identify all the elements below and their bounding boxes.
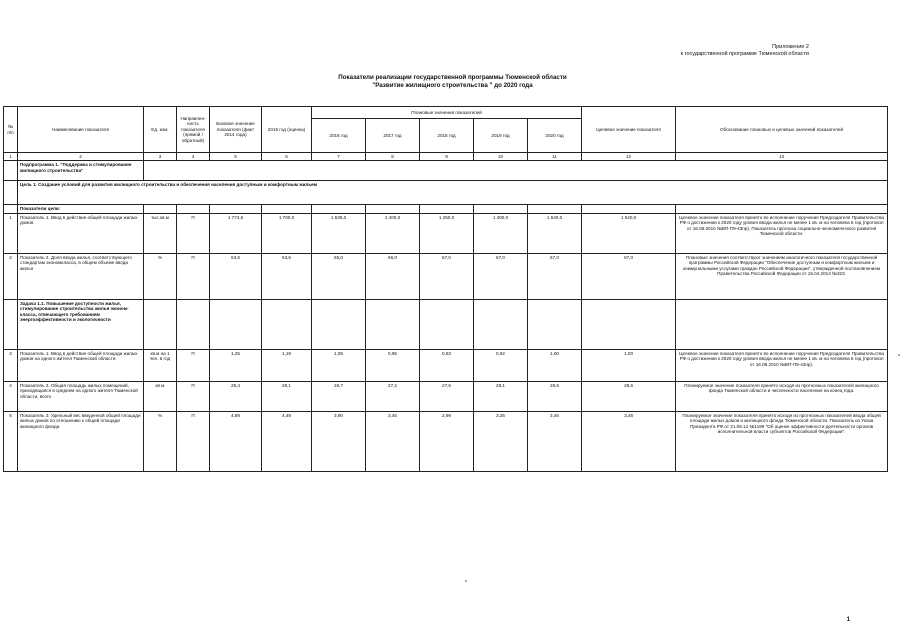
- justification: Целевое значение показателя принято во исполнение поручения Председателя Правительства РФ о достижении к 2020 году уровня ввода жилья не менее 1 кв. м на человека в год (протокол от 16.08.2010 №ВП-П9-43пр). Показатель прогноза социально-экономического развития Тюменской области.: [676, 213, 888, 253]
- indicator-name: Показатель 1. Ввод в действие общей площади жилых домов: [18, 213, 144, 253]
- header-num: № п/п: [4, 107, 18, 153]
- header-2020: 2020 год: [528, 119, 582, 153]
- header-target: Целевое значение показателя: [582, 107, 676, 153]
- goal-indicators-label: Показатели цели:: [18, 205, 144, 213]
- header-direction: Направлен-ность показателя (прямой / обратный): [177, 107, 210, 153]
- subprogram-title: Подпрограмма 1. "Поддержка и стимулирование жилищного строительства": [18, 161, 144, 181]
- indicator-name: Показатель 1. Ввод в действие общей площади жилых домов на одного жителя Тюменской области: [18, 349, 144, 381]
- task-title: Задача 1.1. Повышение доступности жилья, стимулирование строительства жилья эконом-класса, отвечающего требованиям энергоэффективности и экологичности: [18, 299, 144, 349]
- table-row: 5 Показатель 3. Удельный вес введенной общей площади жилых домов по отношению к общей площади жилищного фонда % П 4,89 4,49 3,90 3,45 2,99 3,25 3,46 3,46 Планируемое значение показателя принято исходя из прогнозных показателей ввода общей площади жилых домов и жилищного фонда Тюменской области. Показатель из Указа Президента РФ от 21.08.12 №1199 "Об оценке эффективности деятельности органов исполнительной власти субъектов Российской Федерации".: [4, 411, 888, 471]
- header-unit: Ед. изм.: [144, 107, 177, 153]
- header-justification: Обоснование плановых и целевых значений показателей: [676, 107, 888, 153]
- table-row: 1 Показатель 1. Ввод в действие общей площади жилых домов тыс.кв.м П 1 774,6 1 700,0 1 535,0 1 400,0 1 250,0 1 400,0 1 540,0 1 540,0 Целевое значение показателя принято во исполнение поручения Председателя Правительства РФ о достижении к 2020 году уровня ввода жилья не менее 1 кв. м на человека в год (протокол от 16.08.2010 №ВП-П9-43пр). Показатель прогноза социально-экономического развития Тюменской области.: [4, 213, 888, 253]
- appendix-line-1: Приложение 2: [772, 44, 809, 50]
- justification: Планируемое значение показателя принято исходя из прогнозных показателей ввода общей площади жилых домов и жилищного фонда Тюменской области. Показатель из Указа Президента РФ от 21.08.12 №1199 "Об оценке эффективности деятельности органов исполнительной власти субъектов Российской Федерации".: [676, 411, 888, 471]
- col-number: 10: [474, 153, 528, 161]
- header-2018: 2018 год: [420, 119, 474, 153]
- col-number: 11: [528, 153, 582, 161]
- indicator-name: Показатель 2. Доля ввода жилья, соответствующего стандартам экономкласса, в общем объеме ввода жилья: [18, 253, 144, 299]
- header-base: Базовое значение показателя (факт 2014 года): [210, 107, 262, 153]
- header-2016: 2016 год: [312, 119, 366, 153]
- goal-title: Цель 1. Создание условий для развития жилищного строительства и обеспечения населения доступным и комфортным жильем: [18, 181, 888, 205]
- col-number: 8: [366, 153, 420, 161]
- header-2017: 2017 год: [366, 119, 420, 153]
- justification: Планируемое значение показателя принято исходя из прогнозных показателей жилищного фонда Тюменской области и численности населения на конец года.: [676, 381, 888, 411]
- appendix-note: [681, 44, 809, 58]
- header-name: Наименование показателя: [18, 107, 144, 153]
- page-number: 1: [846, 617, 850, 623]
- col-number: 3: [144, 153, 177, 161]
- col-number: 2: [18, 153, 144, 161]
- table-row: 4 Показатель 2. Общая площадь жилых помещений, приходящаяся в среднем на одного жителя Тюменской области, всего кв.м П 25,4 26,1 26,7 27,2 27,6 28,1 28,6 28,6 Планируемое значение показателя принято исходя из прогнозных показателей жилищного фонда Тюменской области и численности населения на конец года.: [4, 381, 888, 411]
- indicator-name: Показатель 2. Общая площадь жилых помещений, приходящаяся в среднем на одного жителя Тюменской области, всего: [18, 381, 144, 411]
- col-number: 4: [177, 153, 210, 161]
- col-number: 5: [210, 153, 262, 161]
- header-2015: 2015 год (оценка): [262, 107, 312, 153]
- title-line-2: "Развитие жилищного строительства " до 2020 года: [372, 82, 533, 89]
- justification: Целевое значение показателя принято во исполнение поручения Председателя Правительства РФ о достижении к 2020 году уровня ввода жилья не менее 1 кв. м на человека в год (протокол от 16.08.2010 №ВП-П9-43пр).: [676, 349, 888, 381]
- col-number: 7: [312, 153, 366, 161]
- table-row: 3 Показатель 1. Ввод в действие общей площади жилых домов на одного жителя Тюменской области кв.м на 1 чел. в год П 1,25 1,19 1,05 0,95 0,83 0,92 1,00 1,00 Целевое значение показателя принято во исполнение поручения Председателя Правительства РФ о достижении к 2020 году уровня ввода жилья не менее 1 кв. м на человека в год (протокол от 16.08.2010 №ВП-П9-43пр).: [4, 349, 888, 381]
- document-title: [0, 74, 905, 90]
- indicator-name: Показатель 3. Удельный вес введенной общей площади жилых домов по отношению к общей площади жилищного фонда: [18, 411, 144, 471]
- justification: Плановые значения соответствуют значениям аналогичного показателя государственной программы Российской Федерации "Обеспечение доступным и комфортным жильем и коммунальными услугами граждан Российской Федерации", утвержденной постановлением Правительства Российской Федерации от 15.04.2014 №323.: [676, 253, 888, 299]
- table-row: 2 Показатель 2. Доля ввода жилья, соответствующего стандартам экономкласса, в общем объеме ввода жилья % П 63,6 63,6 65,0 66,0 67,0 67,0 67,0 67,0 Плановые значения соответствуют значениям аналогичного показателя государственной программы Российской Федерации "Обеспечение доступным и комфортным жильем и коммунальными услугами граждан Российской Федерации", утвержденной постановлением Правительства Российской Федерации от 15.04.2014 №323.: [4, 253, 888, 299]
- col-number: 12: [582, 153, 676, 161]
- col-number: 1: [4, 153, 18, 161]
- col-number: 6: [262, 153, 312, 161]
- appendix-line-2: к государственной программе Тюменской области: [680, 51, 809, 57]
- header-2019: 2019 год: [474, 119, 528, 153]
- col-number: 9: [420, 153, 474, 161]
- header-planned: Плановые значения показателей: [312, 107, 582, 119]
- indicators-table: [3, 106, 888, 472]
- scan-speck: [465, 580, 467, 582]
- col-number: 13: [676, 153, 888, 161]
- scan-speck: [898, 354, 900, 356]
- title-line-1: Показатели реализации государственной программы Тюменской области: [338, 74, 567, 81]
